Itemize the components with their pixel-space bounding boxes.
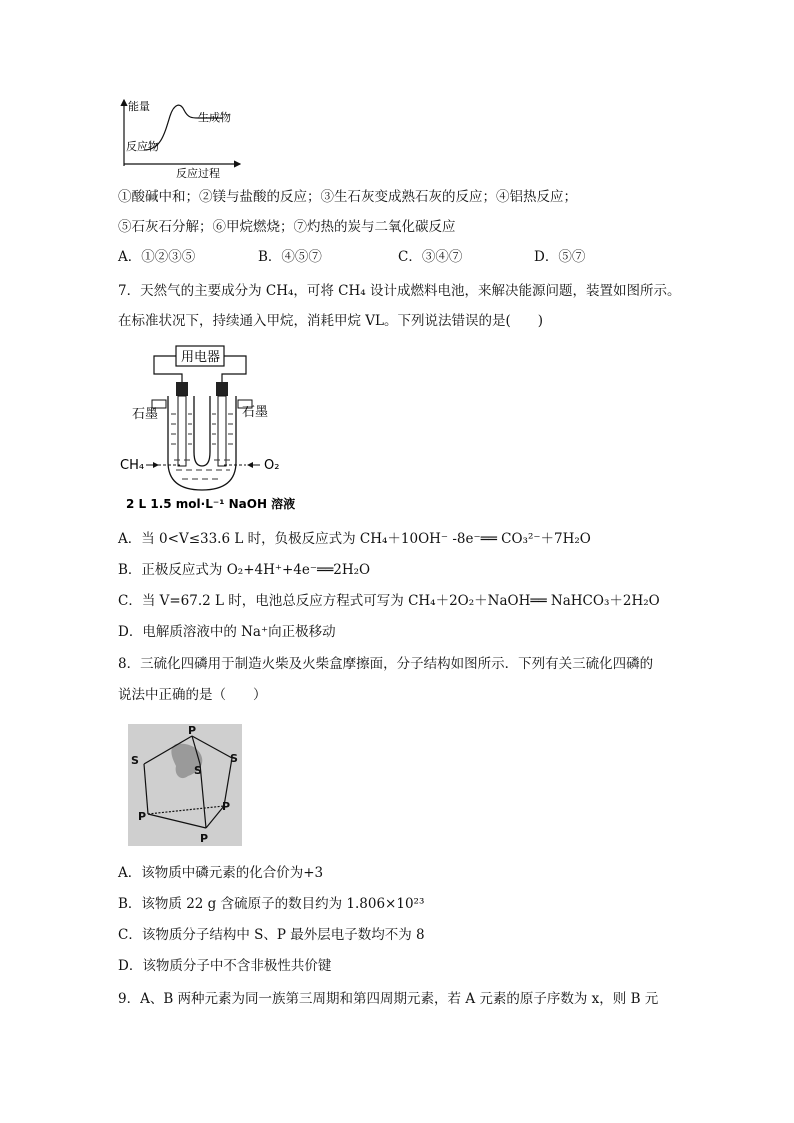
fuel-cell-figure — [118, 342, 308, 514]
q7-option-d[interactable]: D．电解质溶液中的 Na⁺向正极移动 — [118, 624, 336, 640]
atom-p-top: P — [188, 724, 197, 737]
reactant-label: 反应物 — [126, 140, 159, 153]
o2-label: O₂ — [264, 458, 280, 473]
q8-option-c[interactable]: C．该物质分子结构中 S、P 最外层电子数均不为 8 — [118, 927, 425, 943]
q6-option-a[interactable]: A．①②③⑤ — [118, 249, 196, 265]
atom-p-right: P — [222, 800, 231, 813]
electrolyte-label: 2 L 1.5 mol·L⁻¹ NaOH 溶液 — [126, 497, 296, 511]
left-electrode — [178, 396, 186, 466]
atom-p-bottom: P — [200, 832, 209, 845]
left-electrode-label: 石墨 — [132, 407, 159, 422]
right-electrode — [218, 396, 226, 466]
q6-items-line2: ⑤石灰石分解；⑥甲烷燃烧；⑦灼热的炭与二氧化碳反应 — [118, 219, 456, 235]
q7-option-b[interactable]: B．正极反应式为 O₂+4H⁺+4e⁻══2H₂O — [118, 562, 371, 578]
p4s3-molecule-figure — [128, 724, 242, 846]
q9-stem-line1: 9．A、B 两种元素为同一族第三周期和第四周期元素，若 A 元素的原子序数为 x，则 B 元 — [118, 991, 659, 1007]
q7-stem-line2: 在标准状况下，持续通入甲烷，消耗甲烷 VL。下列说法错误的是( ) — [118, 313, 544, 329]
wire-right — [222, 356, 246, 382]
q6-option-b[interactable]: B．④⑤⑦ — [258, 249, 322, 265]
atom-s-left: S — [131, 754, 139, 767]
q8-option-a[interactable]: A．该物质中磷元素的化合价为+3 — [118, 865, 324, 881]
atom-p-left: P — [138, 810, 147, 823]
q8-option-d[interactable]: D．该物质分子中不含非极性共价键 — [118, 958, 332, 974]
q6-option-d[interactable]: D．⑤⑦ — [534, 249, 586, 265]
ch4-label: CH₄ — [120, 458, 145, 473]
device-label: 用电器 — [181, 350, 221, 365]
right-cap — [216, 382, 228, 396]
q8-stem-line1: 8．三硫化四磷用于制造火柴及火柴盒摩擦面，分子结构如图所示．下列有关三硫化四磷的 — [118, 656, 654, 672]
q7-option-c[interactable]: C．当 V=67.2 L 时，电池总反应方程式可写为 CH₄＋2O₂＋NaOH══ NaHCO₃＋2H₂O — [118, 593, 660, 609]
q6-option-c[interactable]: C．③④⑦ — [398, 249, 463, 265]
q7-stem-line1: 7．天然气的主要成分为 CH₄，可将 CH₄ 设计成燃料电池，来解决能源问题，装置如图所示。 — [118, 283, 681, 299]
y-axis-label: 能量 — [128, 100, 150, 113]
q7-option-a[interactable]: A．当 0<V≤33.6 L 时，负极反应式为 CH₄＋10OH⁻ -8e⁻══ CO₃²⁻＋7H₂O — [118, 531, 591, 547]
atom-s-right: S — [230, 752, 238, 765]
product-label: 生成物 — [198, 111, 231, 124]
right-electrode-label: 石墨 — [242, 405, 269, 420]
left-cap — [176, 382, 188, 396]
q6-items-line1: ①酸碱中和；②镁与盐酸的反应；③生石灰变成熟石灰的反应；④铝热反应； — [118, 189, 577, 205]
q8-option-b[interactable]: B．该物质 22 g 含硫原子的数目约为 1.806×10²³ — [118, 896, 425, 912]
q8-stem-line2: 说法中正确的是（ ） — [118, 687, 267, 703]
energy-profile-diagram — [118, 96, 244, 178]
x-axis-label: 反应过程 — [176, 167, 220, 178]
atom-s-center: S — [194, 764, 202, 777]
